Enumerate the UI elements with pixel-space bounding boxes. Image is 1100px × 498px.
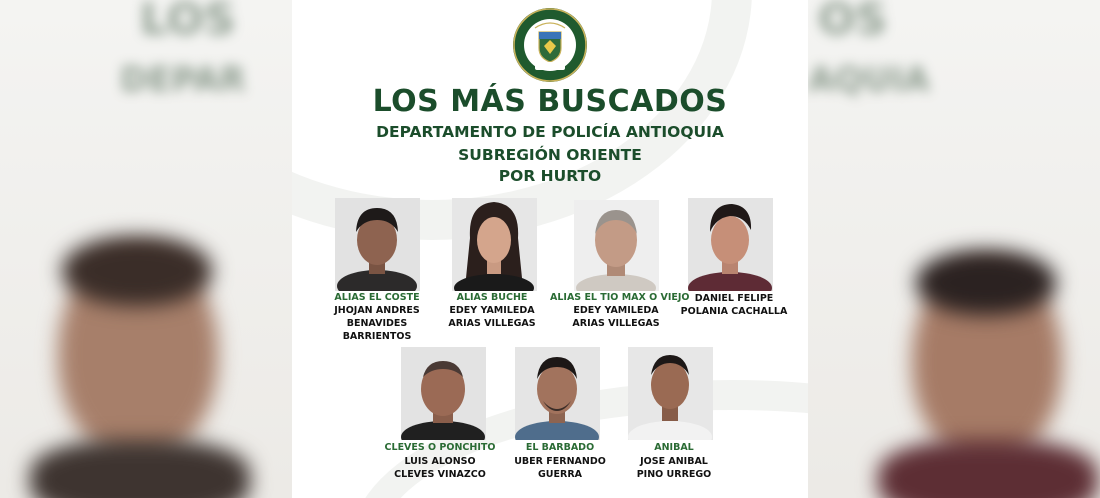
wanted-name-line: PINO URREGO bbox=[636, 469, 712, 480]
wanted-card bbox=[500, 347, 620, 487]
department-heading: DEPARTAMENTO DE POLICÍA ANTIOQUIA bbox=[376, 123, 724, 141]
blurred-shirt bbox=[30, 440, 250, 498]
wanted-card bbox=[437, 198, 547, 348]
wanted-alias: ALIAS BUCHE bbox=[456, 292, 528, 303]
blurred-title-fragment: AQUIA bbox=[808, 60, 930, 100]
wanted-name-line: LUIS ALONSO bbox=[404, 456, 476, 467]
wanted-alias: CLEVES O PONCHITO bbox=[384, 442, 496, 453]
blurred-background-left bbox=[0, 0, 292, 498]
mugshot-photo bbox=[628, 347, 713, 440]
wanted-alias: EL BARBADO bbox=[525, 442, 595, 453]
wanted-name-line: UBER FERNANDO bbox=[514, 456, 606, 467]
blurred-title-fragment: DEPAR bbox=[120, 60, 246, 100]
blurred-shirt bbox=[878, 440, 1098, 498]
police-seal-logo bbox=[511, 6, 589, 84]
wanted-card bbox=[614, 347, 734, 487]
wanted-name-line: DANIEL FELIPE bbox=[694, 293, 774, 304]
mugshot-photo bbox=[401, 347, 486, 440]
wanted-name-line: ARIAS VILLEGAS bbox=[448, 318, 536, 329]
wanted-name-line: EDEY YAMILEDA bbox=[449, 305, 535, 316]
wanted-card bbox=[322, 198, 432, 348]
wanted-card bbox=[550, 198, 690, 348]
wanted-name-line: JOSE ANIBAL bbox=[640, 456, 708, 467]
wanted-name-line: CLEVES VINAZCO bbox=[394, 469, 486, 480]
wanted-name-line: ARIAS VILLEGAS bbox=[572, 318, 660, 329]
wanted-poster bbox=[292, 0, 808, 498]
mugshot-photo bbox=[335, 198, 420, 291]
wanted-card bbox=[380, 347, 500, 487]
wanted-name-line: EDEY YAMILEDA bbox=[573, 305, 659, 316]
poster-title: LOS MÁS BUSCADOS bbox=[372, 84, 728, 119]
wanted-card bbox=[674, 198, 794, 348]
wanted-name-line: BARRIENTOS bbox=[342, 331, 412, 342]
wanted-name-line: POLANIA CACHALLA bbox=[680, 306, 788, 317]
mugshot-photo bbox=[515, 347, 600, 440]
blurred-background-right bbox=[808, 0, 1100, 498]
wanted-name-line: JHOJAN ANDRES bbox=[334, 305, 420, 316]
wanted-alias: ANIBAL bbox=[654, 442, 694, 453]
wanted-name-line: GUERRA bbox=[538, 469, 582, 480]
blurred-hair bbox=[916, 250, 1056, 315]
wanted-name-line: BENAVIDES bbox=[346, 318, 408, 329]
mugshot-photo bbox=[688, 198, 773, 291]
wanted-alias: ALIAS EL COSTE bbox=[334, 292, 420, 303]
blurred-hair bbox=[62, 236, 212, 306]
blurred-title-fragment: OS bbox=[818, 0, 888, 45]
crime-heading: POR HURTO bbox=[498, 167, 602, 185]
blurred-title-fragment: LOS bbox=[140, 0, 236, 45]
subregion-heading: SUBREGIÓN ORIENTE bbox=[458, 146, 642, 164]
mugshot-photo bbox=[574, 200, 659, 291]
mugshot-photo bbox=[452, 198, 537, 291]
wanted-alias: ALIAS EL TIO MAX O VIEJO bbox=[550, 292, 690, 303]
